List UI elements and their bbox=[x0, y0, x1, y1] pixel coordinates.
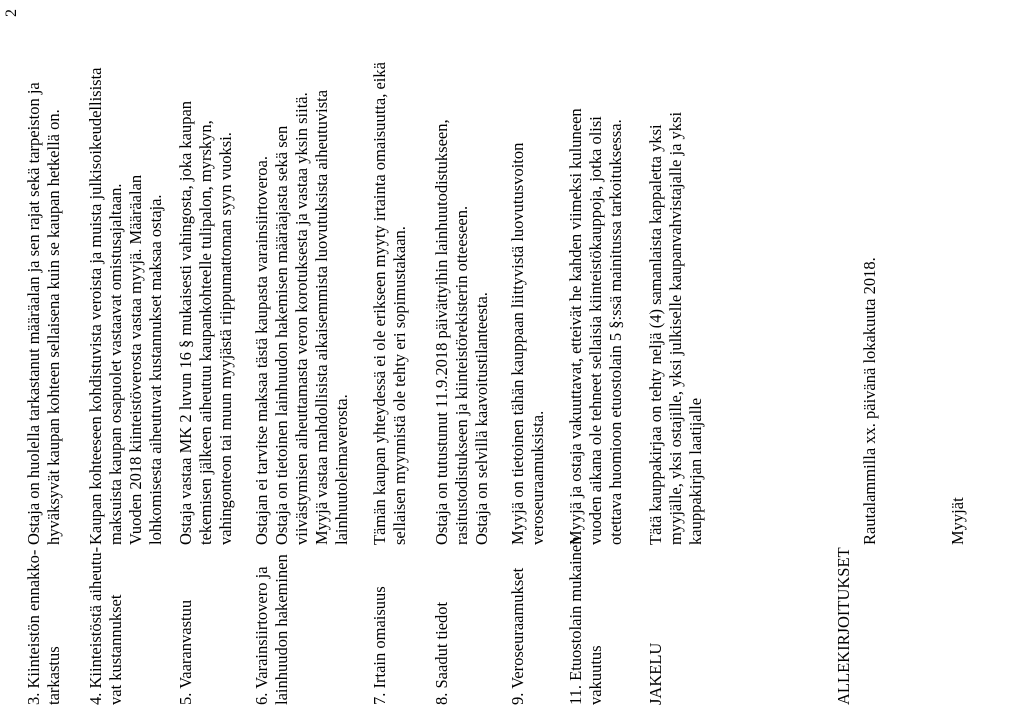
section-heading: 11. Etuostolain mukainen vakuutus bbox=[566, 536, 605, 705]
section-body: Tämän kaupan yhteydessä ei ole erikseen myyty irtainta omaisuutta, eikä sellaisen myynnistä ole tehty eri sopimustakaan. bbox=[370, 62, 409, 545]
section-body: Kaupan kohteeseen kohdistuvista veroista ja muista julkisoikeudellisista maksuista kaupan osapuolet vastaavat omistusajaltaan. Vuoden 2018 kiinteistöverosta vastaa myyjä. Määräalan lohkomisesta aiheutuvat kustannukset maksaa ostaja. bbox=[86, 67, 165, 545]
section-body: Myyjä on tietoinen tähän kauppaan liittyvistä luovutusvoiton veroseuraamuksista. bbox=[508, 142, 547, 545]
section-heading: 8. Saadut tiedot bbox=[432, 601, 451, 705]
section-heading: 5. Vaaranvastuu bbox=[176, 599, 195, 705]
place-date-line: Rautalammilla xx. päivänä lokakuuta 2018. bbox=[860, 257, 879, 545]
section-heading: 6. Varainsiirtovero ja lainhuudon hakeminen bbox=[252, 554, 291, 705]
section-body: Tätä kauppakirjaa on tehty neljä (4) samanlaista kappaletta yksi myyjälle, yksi ostajille, yksi julkiselle kaupanvahvistajalle ja yksi kauppakirjan laatijalle bbox=[646, 111, 705, 545]
section-body: Ostaja on huolella tarkastanut määräalan ja sen rajat sekä tarpeiston ja hyväksyvät kaupan kohteen sellaisena kuin se kaupan hetkellä on. bbox=[24, 82, 63, 545]
section-heading: 9. Veroseuraamukset bbox=[508, 567, 527, 705]
section-heading: 4. Kiinteistöstä aiheutu- vat kustannukset bbox=[86, 546, 125, 705]
signatures-heading: ALLEKIRJOITUKSET bbox=[834, 547, 853, 705]
section-body: Ostajan ei tarvitse maksaa tästä kaupasta varainsiirtoveroa. Ostaja on tietoinen lainhuudon hakemisen määräajasta sekä sen viivästymisen aiheuttamasta veron korotuksesta ja vastaa yksin siitä. Myyjä vastaa mahdollisista aikaisemmista luovutuksista aiheutuvista lainhuutoleimaverosta. bbox=[252, 89, 351, 545]
sellers-label: Myyjät bbox=[948, 497, 967, 545]
section-heading: JAKELU bbox=[646, 642, 665, 705]
section-body: Ostaja vastaa MK 2 luvun 16 § mukaisesti vahingosta, joka kaupan tekemisen jälkeen aiheutuu kaupankohteelle tulipalon, myrskyn, vahingonteon tai muun myyjästä riippumattoman syyn vuoksi. bbox=[176, 100, 235, 545]
section-heading: 7. Irtain omaisuus bbox=[370, 586, 389, 705]
page-number: 2 bbox=[3, 9, 20, 17]
section-body: Ostaja on tutustunut 11.9.2018 päivättyihin lainhuutodistukseen, rasitustodistukseen ja kiinteistörekisterin otteeseen. Ostaja on selvillä kaavoitustilanteesta. bbox=[432, 119, 491, 545]
section-heading: 3. Kiinteistön ennakko- tarkastus bbox=[24, 549, 63, 705]
section-body: Myyjä ja ostaja vakuuttavat, etteivät he kahden viimeksi kuluneen vuoden aikana ole tehneet sellaisia kiinteistökauppoja, jotka olisi otettava huomioon etuostolain 5 §:ssä mainitussa tarkoituksessa. bbox=[566, 108, 625, 545]
